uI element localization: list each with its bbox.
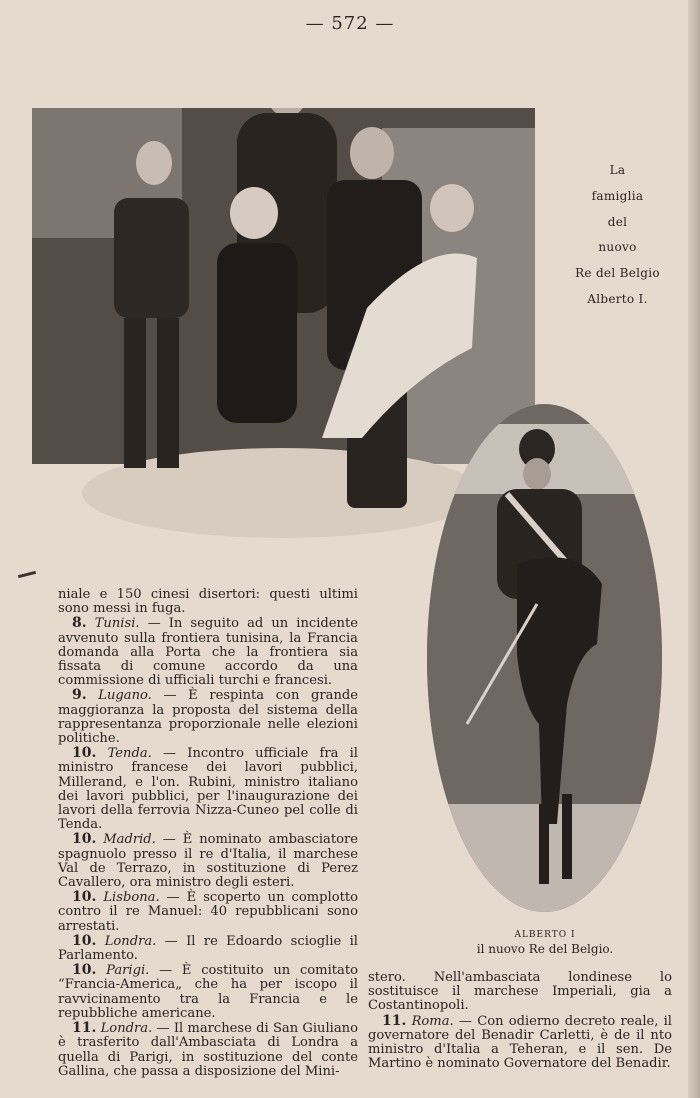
entry-text: — È scoperto un complotto contro il re Manuel: 40 repubblicani sono arrestati.: [58, 890, 358, 934]
entry-text: — Con odierno decreto reale, il governatore del Benadir Carletti, è de il nto ministro d'Italia a Teheran, e il sen. De Martino è nominato Governatore del Benadir.: [368, 1013, 672, 1072]
entry-number: 9.: [72, 687, 87, 704]
entry-place: Parigi.: [106, 963, 150, 979]
entry-paragraph: [58, 688, 358, 746]
caption-line: famiglia: [591, 188, 644, 203]
entry-place: Londra.: [100, 1021, 153, 1037]
entry-text: — È costituito un comitato “Francia-America„ che ha per iscopo il ravvicinamento tra la Francia e le repubbliche americane.: [58, 963, 358, 1021]
entry-paragraph: [58, 890, 358, 934]
margin-mark: [18, 571, 36, 578]
entry-number: 10.: [72, 889, 97, 906]
caption-line: del: [607, 214, 628, 229]
entry-text: — È nominato ambasciatore spagnuolo presso il re d'Italia, il marchese Val de Terrazo, in sostituzione di Perez Cavallero, ora ministro degli esteri.: [58, 832, 358, 891]
entry-paragraph: [58, 616, 358, 688]
caption-line: Alberto I.: [587, 291, 648, 306]
family-photo-caption: [545, 158, 690, 313]
family-photo: [32, 108, 535, 464]
entry-number: 11.: [382, 1012, 407, 1029]
caption-line: nuovo: [598, 240, 637, 255]
entry-text: — Il marchese di San Giuliano è trasferito dall'Ambasciata di Londra a quella di Parigi, in sostituzione del conte Gallina, che passa a disposizione del Mini-: [58, 1021, 358, 1079]
entry-text: — In seguito ad un incidente avvenuto sulla frontiera tunisina, la Francia domanda alla Porta che la frontiera sia fissata di comune accordo da una commissione di ufficiali turchi e francesi.: [58, 616, 358, 689]
caption-line: Re del Belgio: [575, 266, 660, 281]
entry-paragraph: [58, 934, 358, 963]
page-number: — 572 —: [305, 13, 395, 34]
entry-place: Lugano.: [98, 688, 152, 704]
entry-paragraph: [368, 1014, 672, 1072]
entry-paragraph: [368, 971, 672, 1014]
entry-place: Lisbona.: [103, 890, 160, 906]
entry-paragraph: [58, 832, 358, 890]
entry-paragraph: [58, 588, 358, 616]
entry-paragraph: [58, 746, 358, 832]
entry-number: 10.: [72, 962, 97, 979]
entry-place: Londra.: [104, 933, 157, 949]
king-photo-caption: [440, 928, 650, 956]
entry-place: Madrid.: [103, 832, 156, 848]
entry-text: — È respinta con grande maggioranza la proposta del sistema della rappresentanza proporzionale nelle elezioni politiche.: [58, 688, 359, 747]
caption-text: il nuovo Re del Belgio.: [476, 942, 614, 956]
king-photo-illustration: [427, 404, 662, 912]
entry-number: 10.: [72, 831, 97, 848]
caption-line: La: [609, 163, 626, 177]
entry-place: Tunisi.: [94, 616, 140, 632]
entry-number: 10.: [72, 932, 97, 949]
entry-text: — Incontro ufficiale fra il ministro francese dei lavori pubblici, Millerand, e l'on. Rubini, ministro italiano dei lavori pubblici, per l'inaugurazione dei lavori della ferrovia Nizza-Cuneo pel colle di Tenda.: [58, 746, 358, 833]
family-photo-illustration: [32, 108, 535, 538]
king-photo: [427, 404, 662, 912]
left-column: [58, 588, 358, 1079]
entry-paragraph: [58, 963, 358, 1021]
entry-number: 11.: [72, 1020, 97, 1037]
right-column: [368, 971, 672, 1071]
entry-number: 10.: [72, 745, 97, 762]
entry-number: 8.: [72, 615, 87, 632]
entry-text: stero. Nell'ambasciata londinese lo sostituisce il marchese Imperiali, gia a Costantinopoli.: [368, 970, 672, 1014]
entry-text: niale e 150 cinesi disertori: questi ultimi sono messi in fuga.: [58, 587, 358, 617]
entry-paragraph: [58, 1021, 358, 1079]
caption-name: ALBERTO I: [514, 930, 576, 940]
entry-text: — Il re Edoardo scioglie il Parlamento.: [58, 933, 358, 964]
entry-place: Roma.: [411, 1013, 454, 1029]
entry-place: Tenda.: [107, 746, 152, 762]
